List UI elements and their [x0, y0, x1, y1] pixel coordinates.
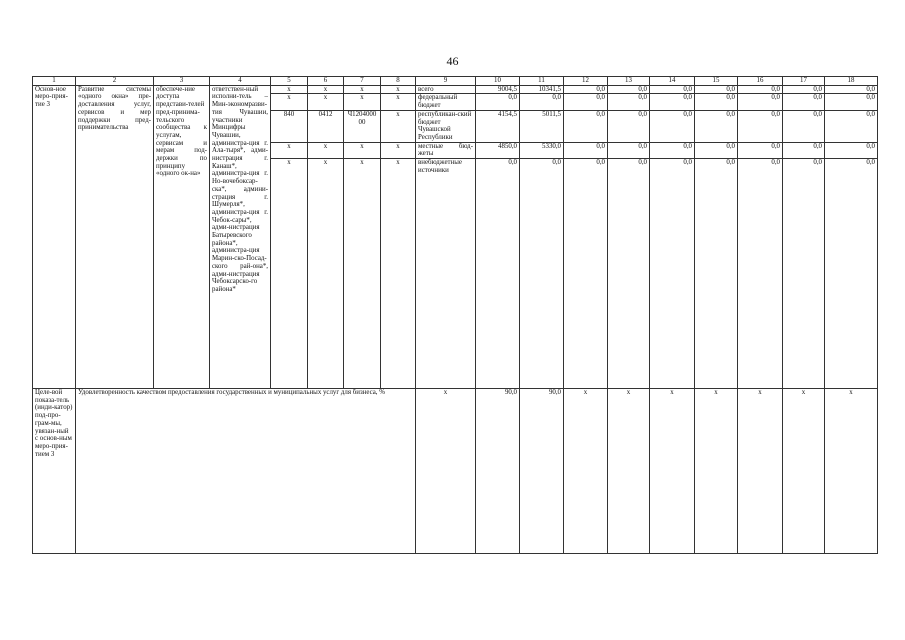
- table-cell: Ч1204000 00: [344, 110, 381, 142]
- value-cell: 0,0: [738, 85, 783, 94]
- table-row: [33, 85, 878, 94]
- value-cell: 0,0: [695, 94, 738, 110]
- value-cell: 0,0: [520, 159, 564, 389]
- source-cell: местные бюд-жеты: [416, 142, 476, 158]
- value-cell: 0,0: [564, 159, 608, 389]
- table-cell: x: [308, 142, 344, 158]
- value-cell: x: [608, 389, 650, 554]
- table-cell: x: [344, 94, 381, 110]
- executor-cell: ответствен-ный исполни-тель – Мин-экономразви-тия Чувашии, участники Минцифры Чувашии, администра-ция г. Ала-тыря*, адми-нистрация г. Канаш*, администра-ция г. Но-вочебоксар-ска*, админи-страция г. Шумерля*, администра-ция г. Чебок-сары*, адми-нистрация Батыревского района*, администра-ция Марин-ско-Посад-ского рай-она*, адми-нистрация Чебоксарско-го района*: [210, 85, 271, 388]
- value-cell: 0,0: [695, 85, 738, 94]
- header-cell: 3: [154, 77, 210, 86]
- value-cell: 0,0: [564, 142, 608, 158]
- header-cell: 9: [416, 77, 476, 86]
- table-cell: x: [271, 94, 308, 110]
- value-cell: 90,0: [476, 389, 520, 554]
- table-cell: 0412: [308, 110, 344, 142]
- value-cell: x: [564, 389, 608, 554]
- table-cell: 840: [271, 110, 308, 142]
- value-cell: 90,0: [520, 389, 564, 554]
- table-cell: x: [271, 159, 308, 389]
- header-cell: 4: [210, 77, 271, 86]
- table-cell: x: [271, 142, 308, 158]
- value-cell: 0,0: [738, 94, 783, 110]
- table-cell: x: [381, 85, 416, 94]
- value-cell: 0,0: [825, 94, 878, 110]
- value-cell: 0,0: [738, 159, 783, 389]
- indicator-row: [33, 389, 878, 554]
- table-cell: x: [344, 85, 381, 94]
- header-cell: 18: [825, 77, 878, 86]
- value-cell: 5011,5: [520, 110, 564, 142]
- header-cell: 6: [308, 77, 344, 86]
- value-cell: 5330,0: [520, 142, 564, 158]
- value-cell: 0,0: [783, 142, 825, 158]
- value-cell: 0,0: [564, 94, 608, 110]
- table-cell: x: [381, 159, 416, 389]
- table-cell: x: [308, 85, 344, 94]
- value-cell: 0,0: [825, 85, 878, 94]
- value-cell: 0,0: [825, 159, 878, 389]
- value-cell: 0,0: [608, 110, 650, 142]
- header-cell: 5: [271, 77, 308, 86]
- value-cell: 0,0: [608, 142, 650, 158]
- value-cell: 0,0: [650, 159, 695, 389]
- table-cell: x: [344, 142, 381, 158]
- table-cell: x: [308, 159, 344, 389]
- value-cell: 0,0: [783, 110, 825, 142]
- header-cell: 8: [381, 77, 416, 86]
- value-cell: x: [738, 389, 783, 554]
- table-cell: x: [416, 389, 476, 554]
- event-type-cell: Основ-ное меро-прия-тие 3: [33, 85, 76, 388]
- indicator-type-cell: Целе-вой показа-тель (инди-катор) под-про-грам-мы, увязан-ный с основ-ным меро-прия-тием 3: [33, 389, 76, 554]
- value-cell: 0,0: [738, 142, 783, 158]
- header-cell: 17: [783, 77, 825, 86]
- value-cell: 0,0: [564, 85, 608, 94]
- value-cell: x: [825, 389, 878, 554]
- table-cell: x: [381, 142, 416, 158]
- header-cell: 2: [76, 77, 154, 86]
- value-cell: 0,0: [520, 94, 564, 110]
- source-cell: федеральный бюджет: [416, 94, 476, 110]
- header-cell: 13: [608, 77, 650, 86]
- table-cell: x: [271, 85, 308, 94]
- table-cell: x: [381, 94, 416, 110]
- value-cell: 9004,5: [476, 85, 520, 94]
- event-name-cell: Развитие системы «одного окна» пре-доставления услуг, сервисов и мер поддержки пред-принимательства: [76, 85, 154, 388]
- header-cell: 15: [695, 77, 738, 86]
- value-cell: 0,0: [783, 85, 825, 94]
- source-cell: внебюджетные источники: [416, 159, 476, 389]
- value-cell: 0,0: [476, 159, 520, 389]
- header-cell: 16: [738, 77, 783, 86]
- value-cell: 0,0: [738, 110, 783, 142]
- value-cell: 0,0: [608, 94, 650, 110]
- source-cell: республикан-ский бюджет Чувашской Республики: [416, 110, 476, 142]
- table-cell: x: [308, 94, 344, 110]
- value-cell: 0,0: [825, 142, 878, 158]
- header-row: [33, 77, 878, 86]
- value-cell: 0,0: [650, 94, 695, 110]
- value-cell: 10341,5: [520, 85, 564, 94]
- table-cell: x: [381, 110, 416, 142]
- value-cell: 0,0: [783, 159, 825, 389]
- header-cell: 7: [344, 77, 381, 86]
- value-cell: 0,0: [476, 94, 520, 110]
- indicator-text-cell: Удовлетворенность качеством предоставления государственных и муниципальных услуг для бизнеса, %: [76, 389, 416, 554]
- program-table: [32, 76, 878, 554]
- header-cell: 14: [650, 77, 695, 86]
- header-cell: 1: [33, 77, 76, 86]
- value-cell: 0,0: [695, 110, 738, 142]
- value-cell: 0,0: [695, 159, 738, 389]
- value-cell: 4154,5: [476, 110, 520, 142]
- header-cell: 12: [564, 77, 608, 86]
- value-cell: 0,0: [608, 159, 650, 389]
- value-cell: 0,0: [564, 110, 608, 142]
- header-cell: 10: [476, 77, 520, 86]
- table-cell: x: [344, 159, 381, 389]
- value-cell: 0,0: [650, 142, 695, 158]
- value-cell: 4850,0: [476, 142, 520, 158]
- value-cell: 0,0: [783, 94, 825, 110]
- value-cell: x: [783, 389, 825, 554]
- value-cell: 0,0: [695, 142, 738, 158]
- header-cell: 11: [520, 77, 564, 86]
- value-cell: 0,0: [608, 85, 650, 94]
- value-cell: 0,0: [650, 85, 695, 94]
- value-cell: 0,0: [650, 110, 695, 142]
- event-goal-cell: обеспече-ние доступа представи-телей пред-принима-тельского сообщества к услугам, сервисам и мерам под-держки по принципу «одного ок-на»: [154, 85, 210, 388]
- page-number: 46: [446, 54, 459, 68]
- value-cell: x: [650, 389, 695, 554]
- value-cell: 0,0: [825, 110, 878, 142]
- value-cell: x: [695, 389, 738, 554]
- source-cell: всего: [416, 85, 476, 94]
